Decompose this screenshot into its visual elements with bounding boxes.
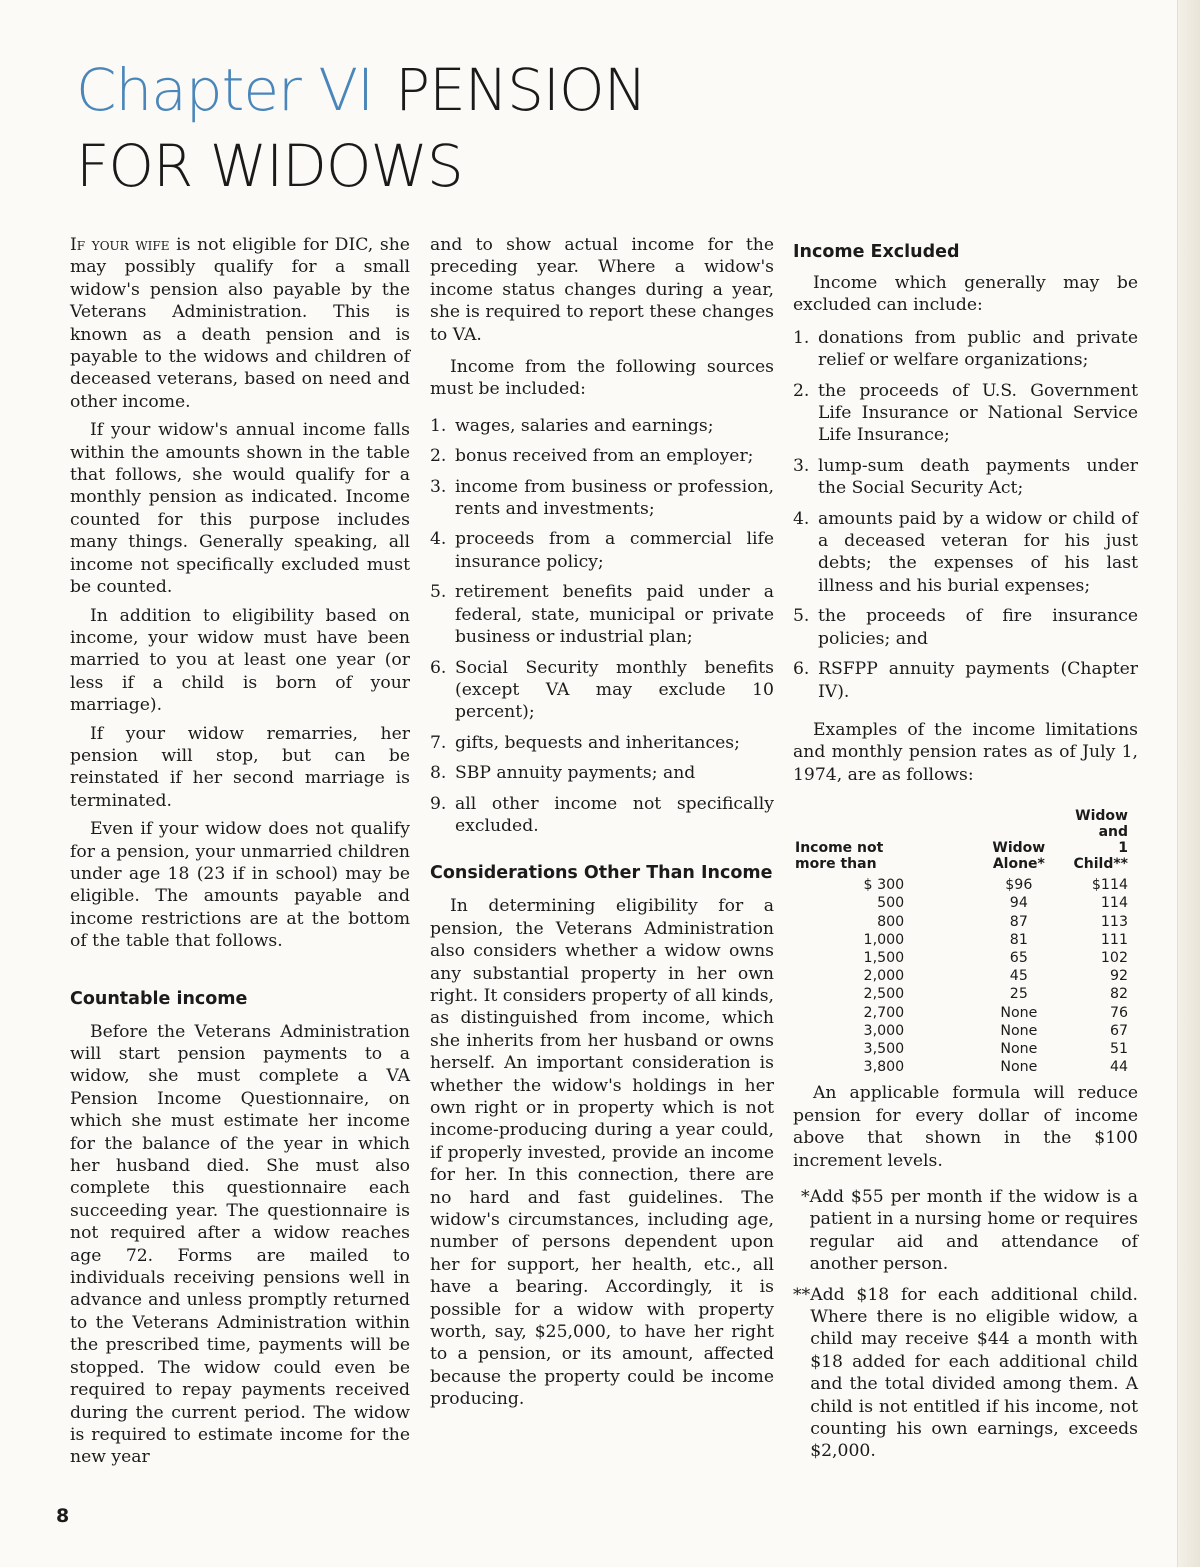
header-widow-child xyxy=(1074,808,1139,876)
excluded-income-list xyxy=(793,327,1138,703)
cell-widow-child: 113 xyxy=(1100,913,1128,930)
list-text: lump-sum death payments under the Social Security Act; xyxy=(818,455,1138,499)
header-text: more than xyxy=(795,856,877,873)
paragraph: Examples of the income limitations and monthly pension rates as of July 1, 1974, are as follows: xyxy=(793,719,1138,785)
cell-widow-alone: 81 xyxy=(1009,931,1028,948)
paragraph: If your widow's annual income falls within the amounts shown in the table that follows, she would qualify for a monthly pension as indicated. Income counted for this purpose includes many things. Generally speaking, all income not specifically excluded must be counted. xyxy=(70,420,410,598)
list-text: SBP annuity payments; and xyxy=(455,763,696,784)
list-text: RSFPP annuity payments (Chapter IV). xyxy=(818,659,1138,702)
table-row xyxy=(793,894,1138,912)
footnote-mark: * xyxy=(801,1186,810,1207)
table-row xyxy=(793,967,1138,985)
list-item xyxy=(793,455,1138,500)
paragraph: In addition to eligibility based on income, your widow must have been married to you at least one year (or less if a child is born of your marriage). xyxy=(70,605,410,716)
table-row xyxy=(793,985,1138,1003)
footnote-widow xyxy=(793,1186,1138,1276)
cell-widow-alone: None xyxy=(1000,1059,1038,1076)
paragraph: Income from the following sources must be included: xyxy=(430,357,774,400)
list-item xyxy=(430,762,774,784)
cell-income: $ 300 xyxy=(863,877,905,894)
table-row xyxy=(793,931,1138,949)
cell-widow-child: 67 xyxy=(1109,1022,1128,1039)
table-body xyxy=(793,876,1138,1076)
list-text: gifts, bequests and inheritances; xyxy=(455,732,740,753)
list-number: 5. xyxy=(793,606,810,627)
cell-widow-child: 102 xyxy=(1100,949,1128,966)
included-income-list xyxy=(430,415,774,838)
section-heading-income-excluded: Income Excluded xyxy=(793,242,960,262)
cell-widow-child: 82 xyxy=(1109,986,1128,1003)
table-row xyxy=(793,1022,1138,1040)
list-number: 9. xyxy=(430,793,447,814)
list-item xyxy=(793,380,1138,447)
list-number: 6. xyxy=(793,659,810,680)
cell-income: 1,500 xyxy=(863,949,905,966)
list-text: income from business or profession, rents and investments; xyxy=(455,476,774,520)
list-text: amounts paid by a widow or child of a deceased veteran for his just debts; the expenses of his last illness and his burial expenses; xyxy=(818,508,1138,596)
header-income xyxy=(793,808,964,876)
list-number: 4. xyxy=(793,508,810,529)
list-item xyxy=(430,445,774,467)
chapter-title xyxy=(76,52,646,204)
table-row xyxy=(793,949,1138,967)
paragraph: Even if your widow does not qualify for a pension, your unmarried children under age 18 (23 if in school) may be eligible. The amounts payable and income restrictions are at the bottom of the table that follows. xyxy=(70,819,410,952)
cell-widow-alone: 87 xyxy=(1009,913,1028,930)
table-row xyxy=(793,913,1138,931)
header-text: Alone* xyxy=(992,856,1045,873)
pension-rates-table xyxy=(793,808,1138,1076)
list-number: 2. xyxy=(430,446,447,467)
list-item xyxy=(793,327,1138,372)
header-text: 1 Child** xyxy=(1073,840,1129,873)
cell-income: 2,700 xyxy=(863,1004,905,1021)
list-number: 3. xyxy=(793,455,810,476)
list-item xyxy=(430,528,774,573)
table-footnotes xyxy=(793,1082,1138,1463)
cell-income: 1,000 xyxy=(863,931,905,948)
list-text: wages, salaries and earnings; xyxy=(455,415,714,436)
cell-widow-child: 111 xyxy=(1100,931,1128,948)
cell-widow-child: 51 xyxy=(1109,1040,1128,1057)
list-text: bonus received from an employer; xyxy=(455,446,754,467)
cell-widow-alone: 25 xyxy=(1009,986,1028,1003)
page-number: 8 xyxy=(56,1505,70,1527)
title-heading-line1: PENSION xyxy=(395,56,647,124)
list-text: Social Security monthly benefits (except VA may exclude 10 percent); xyxy=(455,657,774,723)
list-number: 1. xyxy=(430,415,447,436)
list-item xyxy=(793,658,1138,703)
list-item xyxy=(793,508,1138,598)
column-right xyxy=(793,234,1138,1463)
paragraph: In determining eligibility for a pension, the Veterans Administration also considers whether a widow owns any substantial property in her own right. It considers property of all kinds, as distinguished from income, which she inherits from her husband or owns herself. An important consideration is whether the widow's holdings in her own right or in property which is not income-producing during a year could, if properly invested, provide an income for her. In this connection, there are no hard and fast guidelines. The widow's circumstances, including age, number of persons dependent upon her for support, her health, etc., all have a bearing. Accordingly, it is possible for a widow with property worth, say, $25,000, to have her right to a pension, or its amount, affected because the property could be income producing. xyxy=(430,896,774,1410)
footnote-mark: ** xyxy=(793,1284,811,1305)
list-text: proceeds from a commercial life insurance policy; xyxy=(455,529,774,572)
list-text: the proceeds of U.S. Government Life Insurance or National Service Life Insurance; xyxy=(818,380,1138,446)
paragraph: Income which generally may be excluded can include: xyxy=(793,273,1138,316)
table-row xyxy=(793,876,1138,894)
list-item xyxy=(430,581,774,648)
header-text: Income not xyxy=(795,840,884,857)
cell-widow-alone: None xyxy=(1000,1004,1038,1021)
header-widow-alone xyxy=(964,808,1073,876)
header-text: Widow xyxy=(1075,808,1128,825)
table-row xyxy=(793,1004,1138,1022)
list-number: 5. xyxy=(430,582,447,603)
cell-widow-alone: None xyxy=(1000,1022,1038,1039)
cell-widow-child: $114 xyxy=(1091,877,1128,894)
cell-widow-alone: 45 xyxy=(1009,968,1028,985)
list-number: 7. xyxy=(430,732,447,753)
cell-widow-child: 76 xyxy=(1109,1004,1128,1021)
lead-in: If your wife xyxy=(70,235,170,255)
header-text: and xyxy=(1098,824,1128,841)
cell-income: 2,000 xyxy=(863,968,905,985)
list-number: 1. xyxy=(793,327,810,348)
cell-widow-alone: None xyxy=(1000,1040,1038,1057)
header-text: Widow xyxy=(992,840,1046,857)
list-number: 2. xyxy=(793,380,810,401)
column-middle xyxy=(430,234,774,1411)
table-row xyxy=(793,1058,1138,1076)
footnote-text: Add $55 per month if the widow is a patient in a nursing home or requires regular aid and attendance of another person. xyxy=(809,1186,1138,1275)
cell-income: 500 xyxy=(877,895,905,912)
cell-income: 800 xyxy=(877,913,905,930)
cell-income: 3,800 xyxy=(863,1059,905,1076)
paragraph: An applicable formula will reduce pension for every dollar of income above that shown in the $100 increment levels. xyxy=(793,1083,1138,1171)
list-item xyxy=(430,476,774,521)
cell-income: 2,500 xyxy=(863,986,905,1003)
table-header-row xyxy=(793,808,1138,876)
footnote-child xyxy=(793,1284,1138,1463)
page-fold-edge xyxy=(1177,0,1200,1567)
list-text: all other income not specifically excluded. xyxy=(455,793,774,836)
list-number: 6. xyxy=(430,657,447,678)
list-number: 3. xyxy=(430,476,447,497)
footnote-text: Add $18 for each additional child. Where there is no eligible widow, a child may receive $44 a month with $18 added for each additional child and the total divided among them. A child is not entitled if his income, not counting his own earnings, exceeds $2,000. xyxy=(810,1284,1138,1462)
list-text: retirement benefits paid under a federal, state, municipal or private business or industrial plan; xyxy=(455,582,774,648)
cell-income: 3,500 xyxy=(863,1040,905,1057)
cell-widow-child: 114 xyxy=(1100,895,1128,912)
list-number: 4. xyxy=(430,529,447,550)
cell-widow-child: 44 xyxy=(1109,1059,1128,1076)
list-item xyxy=(430,793,774,838)
cell-widow-child: 92 xyxy=(1109,968,1128,985)
cell-widow-alone: 94 xyxy=(1009,895,1028,912)
paragraph: If your widow remarries, her pension will stop, but can be reinstated if her second marriage is terminated. xyxy=(70,723,410,811)
paragraph: Before the Veterans Administration will start pension payments to a widow, she must complete a VA Pension Income Questionnaire, on which she must estimate her income for the balance of the year in which her husband died. She must also complete this questionnaire each succeeding year. The questionnaire is not required after a widow reaches age 72. Forms are mailed to individuals receiving pensions well in advance and unless promptly returned to the Veterans Administration within the prescribed time, payments will be stopped. The widow could even be required to repay payments received during the current period. The widow is required to estimate income for the new year xyxy=(70,1021,410,1468)
cell-widow-alone: 65 xyxy=(1009,949,1028,966)
table-row xyxy=(793,1040,1138,1058)
section-heading-considerations: Considerations Other Than Income xyxy=(430,863,773,884)
intro-text: is not eligible for DIC, she may possibly qualify for a small widow's pension also payable by the Veterans Administration. This is known as a death pension and is payable to the widows and children of deceased veterans, based on need and other income. xyxy=(70,235,410,412)
list-number: 8. xyxy=(430,763,447,784)
cell-income: 3,000 xyxy=(863,1022,905,1039)
paragraph: and to show actual income for the preceding year. Where a widow's income status changes during a year, she is required to report these changes to VA. xyxy=(430,235,774,345)
title-heading-line2: FOR WIDOWS xyxy=(76,132,463,200)
list-item xyxy=(430,415,774,437)
intro-paragraph xyxy=(70,234,410,413)
list-item xyxy=(793,605,1138,650)
chapter-label: Chapter VI xyxy=(76,56,374,124)
list-item xyxy=(430,657,774,724)
column-left xyxy=(70,234,410,1469)
list-item xyxy=(430,732,774,754)
list-text: donations from public and private relief or welfare organizations; xyxy=(818,327,1138,371)
section-heading-countable-income: Countable income xyxy=(70,988,248,1009)
list-text: the proceeds of fire insurance policies; and xyxy=(818,606,1138,649)
cell-widow-alone: $96 xyxy=(1005,877,1033,894)
